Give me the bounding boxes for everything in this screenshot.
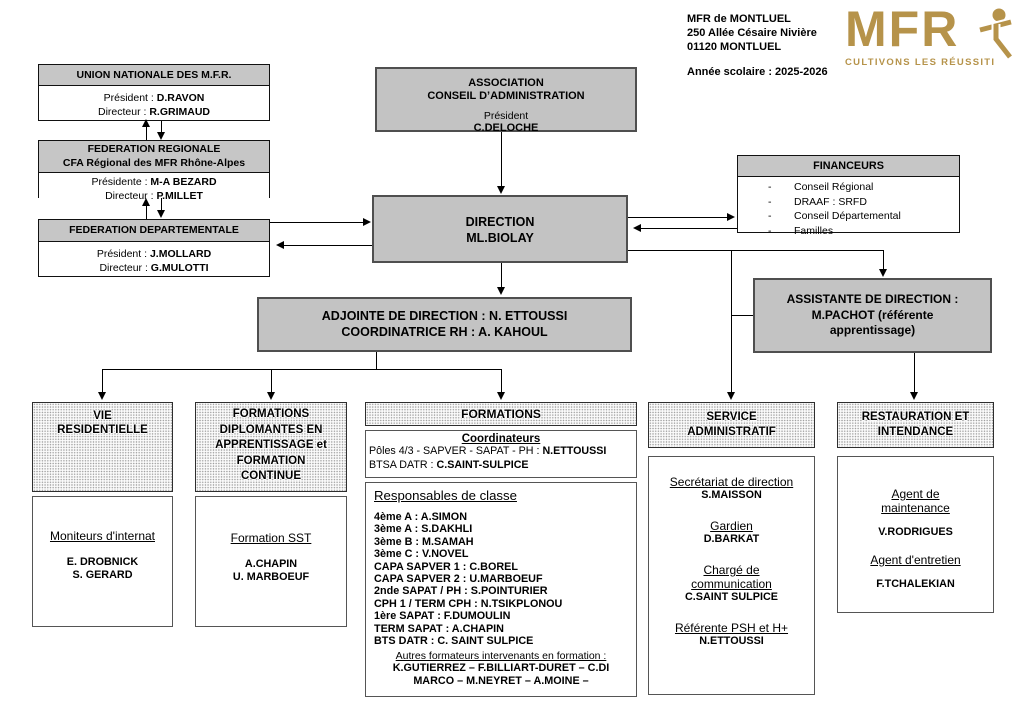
adjointe-line2: COORDINATRICE RH : A. KAHOUL [341,325,548,339]
fd-title-line1: FORMATIONS [232,408,310,420]
fd-title-line3: APPRENTISSAGE et [215,439,327,451]
mfr-logo-tagline: CULTIVONS LES RÉUSSITI [845,57,996,68]
connector-rail-vie-residentielle [102,369,103,394]
service-entry: Référente PSH et H+ N.ETTOUSSI [674,621,789,647]
connector-stub-assistante [731,315,753,316]
financeur-item: - Familles [768,224,834,237]
staff-name: U. MARBOEUF [232,571,310,583]
adjointe-line1: ADJOINTE DE DIRECTION : N. ETTOUSSI [321,309,568,323]
assistante-direction-box [753,278,992,353]
arrowhead-right [727,213,735,221]
fd-title-line4: FORMATION [236,454,306,467]
arrowhead-down [497,186,505,194]
responsable-item: CAPA SAPVER 2 : U.MARBOEUF [374,573,543,586]
service-entry: Gardien D.BARKAT [703,519,760,545]
direction-name: ML.BIOLAY [466,231,534,245]
formations-diplomantes-header [195,402,347,492]
connector-direction-right-rail [628,250,884,251]
fd-title-line5: CONTINUE [240,470,302,482]
arrowhead-down [727,392,735,400]
directeur-label: Directeur : [105,190,157,202]
sa-title-line1: SERVICE [706,411,757,423]
formations-coordinateurs-box [365,430,637,478]
restauration-entry: Agent d'entretien F.TCHALEKIAN [870,553,961,590]
ri-title-line2: INTENDANCE [877,425,954,438]
directeur-name: R.GRIMAUD [149,106,211,118]
president-label: Président : [96,248,150,260]
autres-formateurs-title: Autres formateurs intervenants en formation : [395,650,607,663]
formations-diplomantes-content [195,496,347,627]
address-line: 250 Allée Césaire Nivière [687,27,817,39]
connector-association-direction [501,132,502,187]
connector-union-fedreg [146,126,147,140]
arrowhead-down [157,132,165,140]
association-box [375,67,637,132]
connector-bottom-rail [102,369,502,370]
financeur-item: - Conseil Régional [768,181,874,193]
service-entry: Chargé de communication C.SAINT SULPICE [685,563,778,603]
arrowhead-down [879,269,887,277]
arrowhead-down [497,287,505,295]
vie-residentielle-content [32,496,173,627]
sa-title-line2: ADMINISTRATIF [687,425,776,438]
union-nationale-box [38,64,270,121]
arrowhead-down [910,392,918,400]
financeur-item: - DRAAF : SRFD [768,195,867,208]
responsable-item: CAPA SAPVER 1 : C.BOREL [374,560,518,573]
union-nationale-title: UNION NATIONALE DES M.F.R. [39,65,269,86]
federation-regionale-title [39,141,269,173]
directeur-name: G.MULOTTI [150,262,209,274]
financeurs-title: FINANCEURS [738,156,959,177]
arrowhead-down [98,392,106,400]
formations-responsables-box [365,482,637,697]
staff-name: S. GERARD [72,569,133,581]
vie-residentielle-title-line2: RESIDENTIELLE [57,424,148,436]
arrowhead-right [363,218,371,226]
coordinateurs-title: Coordinateurs [461,433,541,445]
association-title-line1: ASSOCIATION [468,77,544,89]
adjointe-direction-box [257,297,632,352]
address-line: 01120 MONTLUEL [687,41,782,53]
financeurs-list [738,177,959,238]
vie-residentielle-header [32,402,173,492]
connector-financeurs-direction [641,228,737,229]
responsable-item: 4ème A : A.SIMON [374,511,467,523]
president-label: Président : [103,92,157,104]
arrowhead-down [157,210,165,218]
responsable-item: BTS DATR : C. SAINT SULPICE [374,635,534,648]
autres-formateurs-line: K.GUTIERREZ – F.BILLIART-DURET – C.DI [392,662,610,675]
responsable-item: TERM SAPAT : A.CHAPIN [374,622,504,635]
service-entry: Secrétariat de direction S.MAISSON [669,475,794,501]
responsable-item: CPH 1 / TERM CPH : N.TSIKPLONOU [374,597,563,610]
assistante-line3: apprentissage) [829,323,916,337]
responsable-item: 2nde SAPAT / PH : S.POINTURIER [374,585,548,598]
responsable-item: 3ème B : M.SAMAH [374,535,474,548]
responsable-item: 1ère SAPAT : F.DUMOULIN [374,610,511,623]
federation-departementale-box [38,219,270,277]
union-nationale-body [39,86,269,119]
connector-rail-service-admin [731,250,732,393]
association-title-line2: CONSEIL D’ADMINISTRATION [427,89,585,102]
assistante-line2: M.PACHOT (référente [811,307,934,322]
responsable-item: 3ème A : S.DAKHLI [374,523,473,536]
mfr-person-icon [977,6,1017,60]
service-administratif-header [648,402,815,448]
directeur-label: Directeur : [99,262,151,274]
arrowhead-left [633,224,641,232]
financeur-item: - Conseil Départemental [768,210,901,222]
connector-fedreg-feddep [146,205,147,219]
connector-rail-formations-diplomantes [271,369,272,394]
federation-regionale-box [38,140,270,202]
federation-regionale-body [39,173,269,203]
school-address [687,12,817,54]
responsable-item: 3ème C : V.NOVEL [374,548,469,561]
federation-departementale-title: FEDERATION DEPARTEMENTALE [39,220,269,242]
mfr-logo-text: MFR [845,1,960,57]
arrowhead-up [142,198,150,206]
school-year: Année scolaire : 2025-2026 [687,66,828,78]
autres-formateurs-line: MARCO – M.NEYRET – A.MOINE – [413,674,589,687]
connector-rail-assistante [883,250,884,271]
president-name: J.MOLLARD [149,248,212,260]
president-name: D.RAVON [156,92,205,104]
federation-departementale-body [39,242,269,275]
connector-rail-formations [501,369,502,394]
ri-title-line1: RESTAURATION ET [861,411,970,423]
arrowhead-down [267,392,275,400]
formations-header [365,402,637,426]
federation-regionale-title-line1: FEDERATION REGIONALE [87,143,221,155]
coordinateur-line: BTSA DATR : C.SAINT-SULPICE [369,458,529,471]
restauration-entry: Agent de maintenance V.RODRIGUES [878,487,953,538]
arrowhead-down [497,392,505,400]
restauration-header [837,402,994,448]
connector-adjointe-stub [376,352,377,370]
president-name: M-A BEZARD [150,176,217,188]
service-administratif-content [648,456,815,695]
fd-title-line2: DIPLOMANTES EN [219,423,323,436]
assistante-line1: ASSISTANTE DE DIRECTION : [786,292,959,306]
address-line: MFR de MONTLUEL [687,13,791,25]
arrowhead-left [276,241,284,249]
president-label: Présidente : [91,176,151,188]
staff-name: A.CHAPIN [244,558,298,570]
connector-assistante-restauration [914,353,915,393]
connector-direction-adjointe [501,263,502,288]
moniteurs-internat-title: Moniteurs d'internat [49,529,155,543]
connector-direction-feddep [284,245,372,246]
responsables-title: Responsables de classe [374,488,517,503]
association-president-label: Président [483,110,529,122]
vie-residentielle-title-line1: VIE [93,410,112,422]
connector-direction-financeurs [628,217,728,218]
financeurs-box [737,155,960,237]
staff-name: E. DROBNICK [66,556,139,568]
restauration-content [837,456,994,613]
connector-feddep-direction [270,222,364,223]
coordinateur-line: Pôles 4/3 - SAPVER - SAPAT - PH : N.ETTOUSSI [369,445,607,457]
formations-title: FORMATIONS [461,407,541,421]
federation-regionale-title-line2: CFA Régional des MFR Rhône-Alpes [62,156,246,169]
directeur-name: P.MILLET [156,190,203,202]
mfr-logo [845,1,1020,74]
arrowhead-up [142,119,150,127]
direction-box [372,195,628,263]
responsables-list [366,511,636,647]
formation-sst-title: Formation SST [230,531,312,545]
direction-title: DIRECTION [465,215,535,229]
association-president-name: C.DELOCHE [473,122,539,134]
directeur-label: Directeur : [97,106,150,118]
